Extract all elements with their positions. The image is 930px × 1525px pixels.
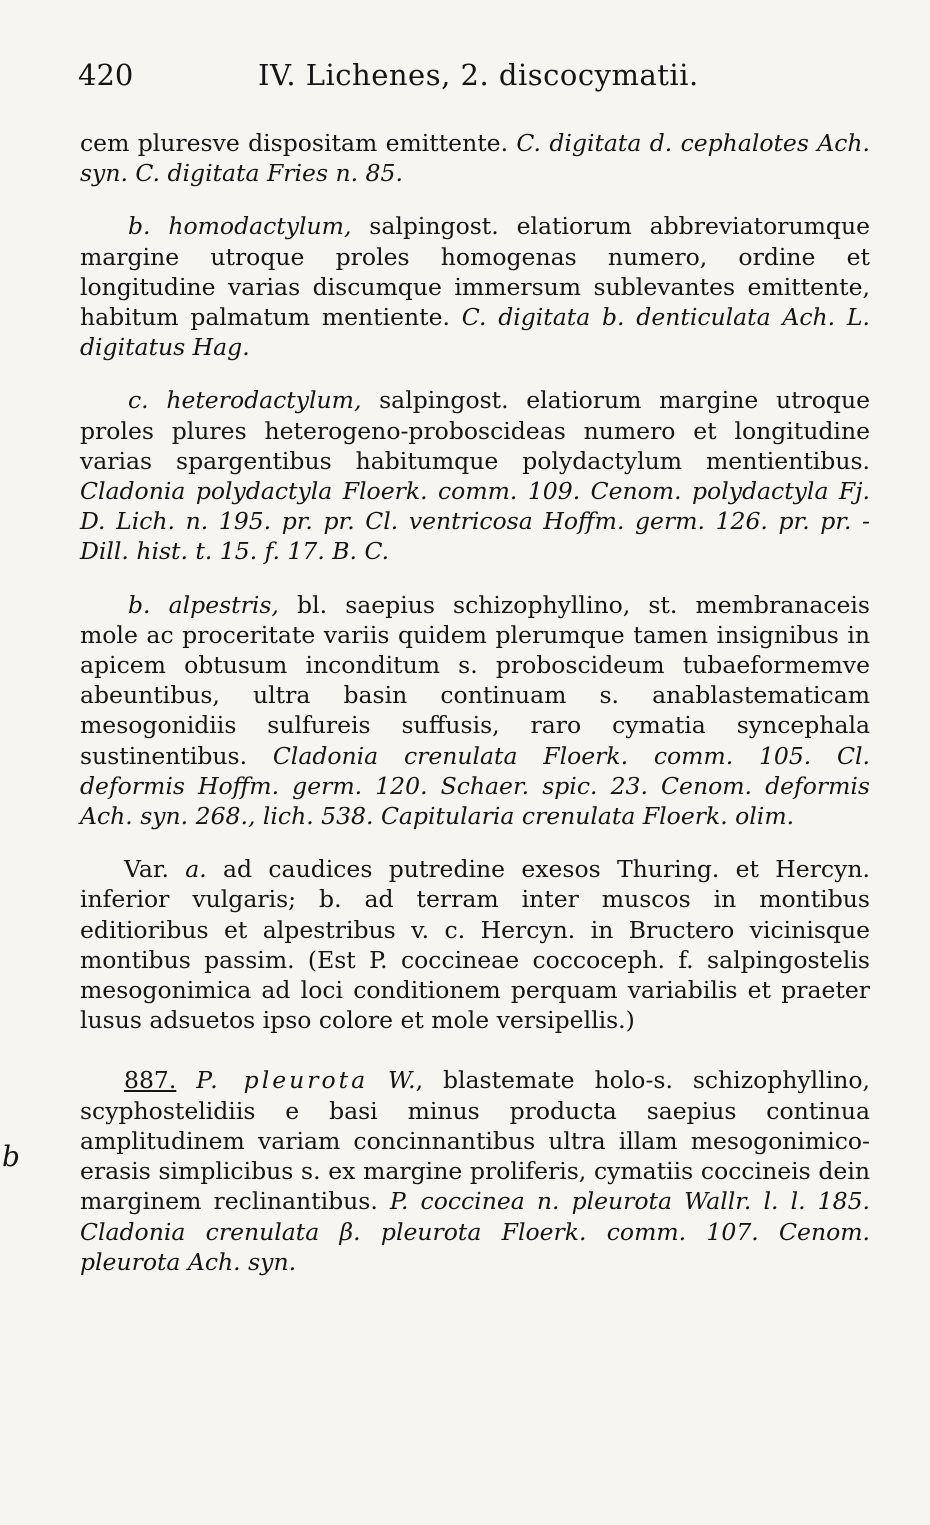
paragraph-5 [80,854,870,1035]
text-segment [176,1066,196,1094]
text-segment: , blastemate holo-s. schizophyllino, scyphostelidiis e basi minus producta saepius continua amplitudinem variam concinnantibus ultra illam mesogonimico-erasis simplicibus s. ex margine proliferis, cymatiis coccineis dein marginem reclinantibus. [80,1066,870,1216]
text-segment: cem pluresve dispositam emittente. [80,129,517,157]
text-segment: C. digitata d. cephalotes Ach. syn. C. digitata Fries n. 85. [80,129,870,188]
paragraph-3 [80,385,870,566]
paragraph-2 [80,211,870,362]
text-segment: bl. saepius schizophyllino, st. membranaceis mole ac proceritate variis quidem plerumque tamen insignibus in apicem obtusum inconditum s. proboscideum tubaeformemve abeuntibus, ultra basin continuam s. anablastematicam mesogonidiis sulfureis suffusis, raro cymatia syncephala sustinentibus. [80,590,870,770]
text-segment: W. [388,1066,416,1095]
text-segment: C. digitata b. denticulata Ach. L. digitatus Hag. [80,303,870,362]
text-segment: Cladonia polydactyla Floerk. comm. 109. Cenom. polydactyla Fj. D. Lich. n. 195. pr. pr. Cl. ventricosa Hoffm. germ. 126. pr. pr. - Dill. hist. t. 15. f. 17. B. C. [80,477,870,566]
paragraph-4 [80,590,870,832]
text-segment: b. alpestris, [128,590,279,619]
running-header [78,58,868,98]
running-title: IV. Lichenes, 2. discocymatii. [258,58,699,92]
text-segment: P. pleurota [196,1066,369,1095]
text-segment: 887. [124,1066,177,1095]
text-segment: b. homodactylum, [128,212,352,241]
text-segment: ad caudices putredine exesos Thuring. et Hercyn. inferior vulgaris; b. ad terram inter muscos in montibus editioribus et alpestribus v. c. Hercyn. in Bructero vicinisque montibus passim. (Est P. coccineae coccoceph. f. salpingostelis mesogonimica ad loci conditionem perquam variabilis et praeter lusus adsuetos ipso colore et mole versipellis.) [80,855,870,1035]
text-segment: P. coccinea n. pleurota Wallr. l. l. 185. Cladonia crenulata β. pleurota Floerk. comm. 107. Cenom. pleurota Ach. syn. [80,1187,871,1276]
paragraph-1 [80,128,870,188]
page-number: 420 [78,58,134,92]
text-segment: Var. [124,855,186,884]
text-segment: c. heterodactylum, [128,386,362,415]
text-segment: Cladonia crenulata Floerk. comm. 105. Cl. deformis Hoffm. germ. 120. Schaer. spic. 23. Cenom. deformis Ach. syn. 268., lich. 538. Capitularia crenulata Floerk. olim. [80,741,870,831]
text-segment: salpingost. elatiorum margine utroque proles plures heterogeno-proboscideas numero et longitudine varias spargentibus habitumque polydactylum mentientibus. [80,386,870,475]
text-segment: a. [185,855,207,884]
paragraph-6 [80,1065,870,1276]
margin-mark: b [2,1140,20,1173]
text-segment: salpingost. elatiorum abbreviatorumque margine utroque proles homogenas numero, ordine et longitudine varias discumque immersum sublevantes emittente, habitum palmatum mentiente. [80,212,870,332]
page-body [80,128,870,1300]
text-segment [368,1066,388,1094]
